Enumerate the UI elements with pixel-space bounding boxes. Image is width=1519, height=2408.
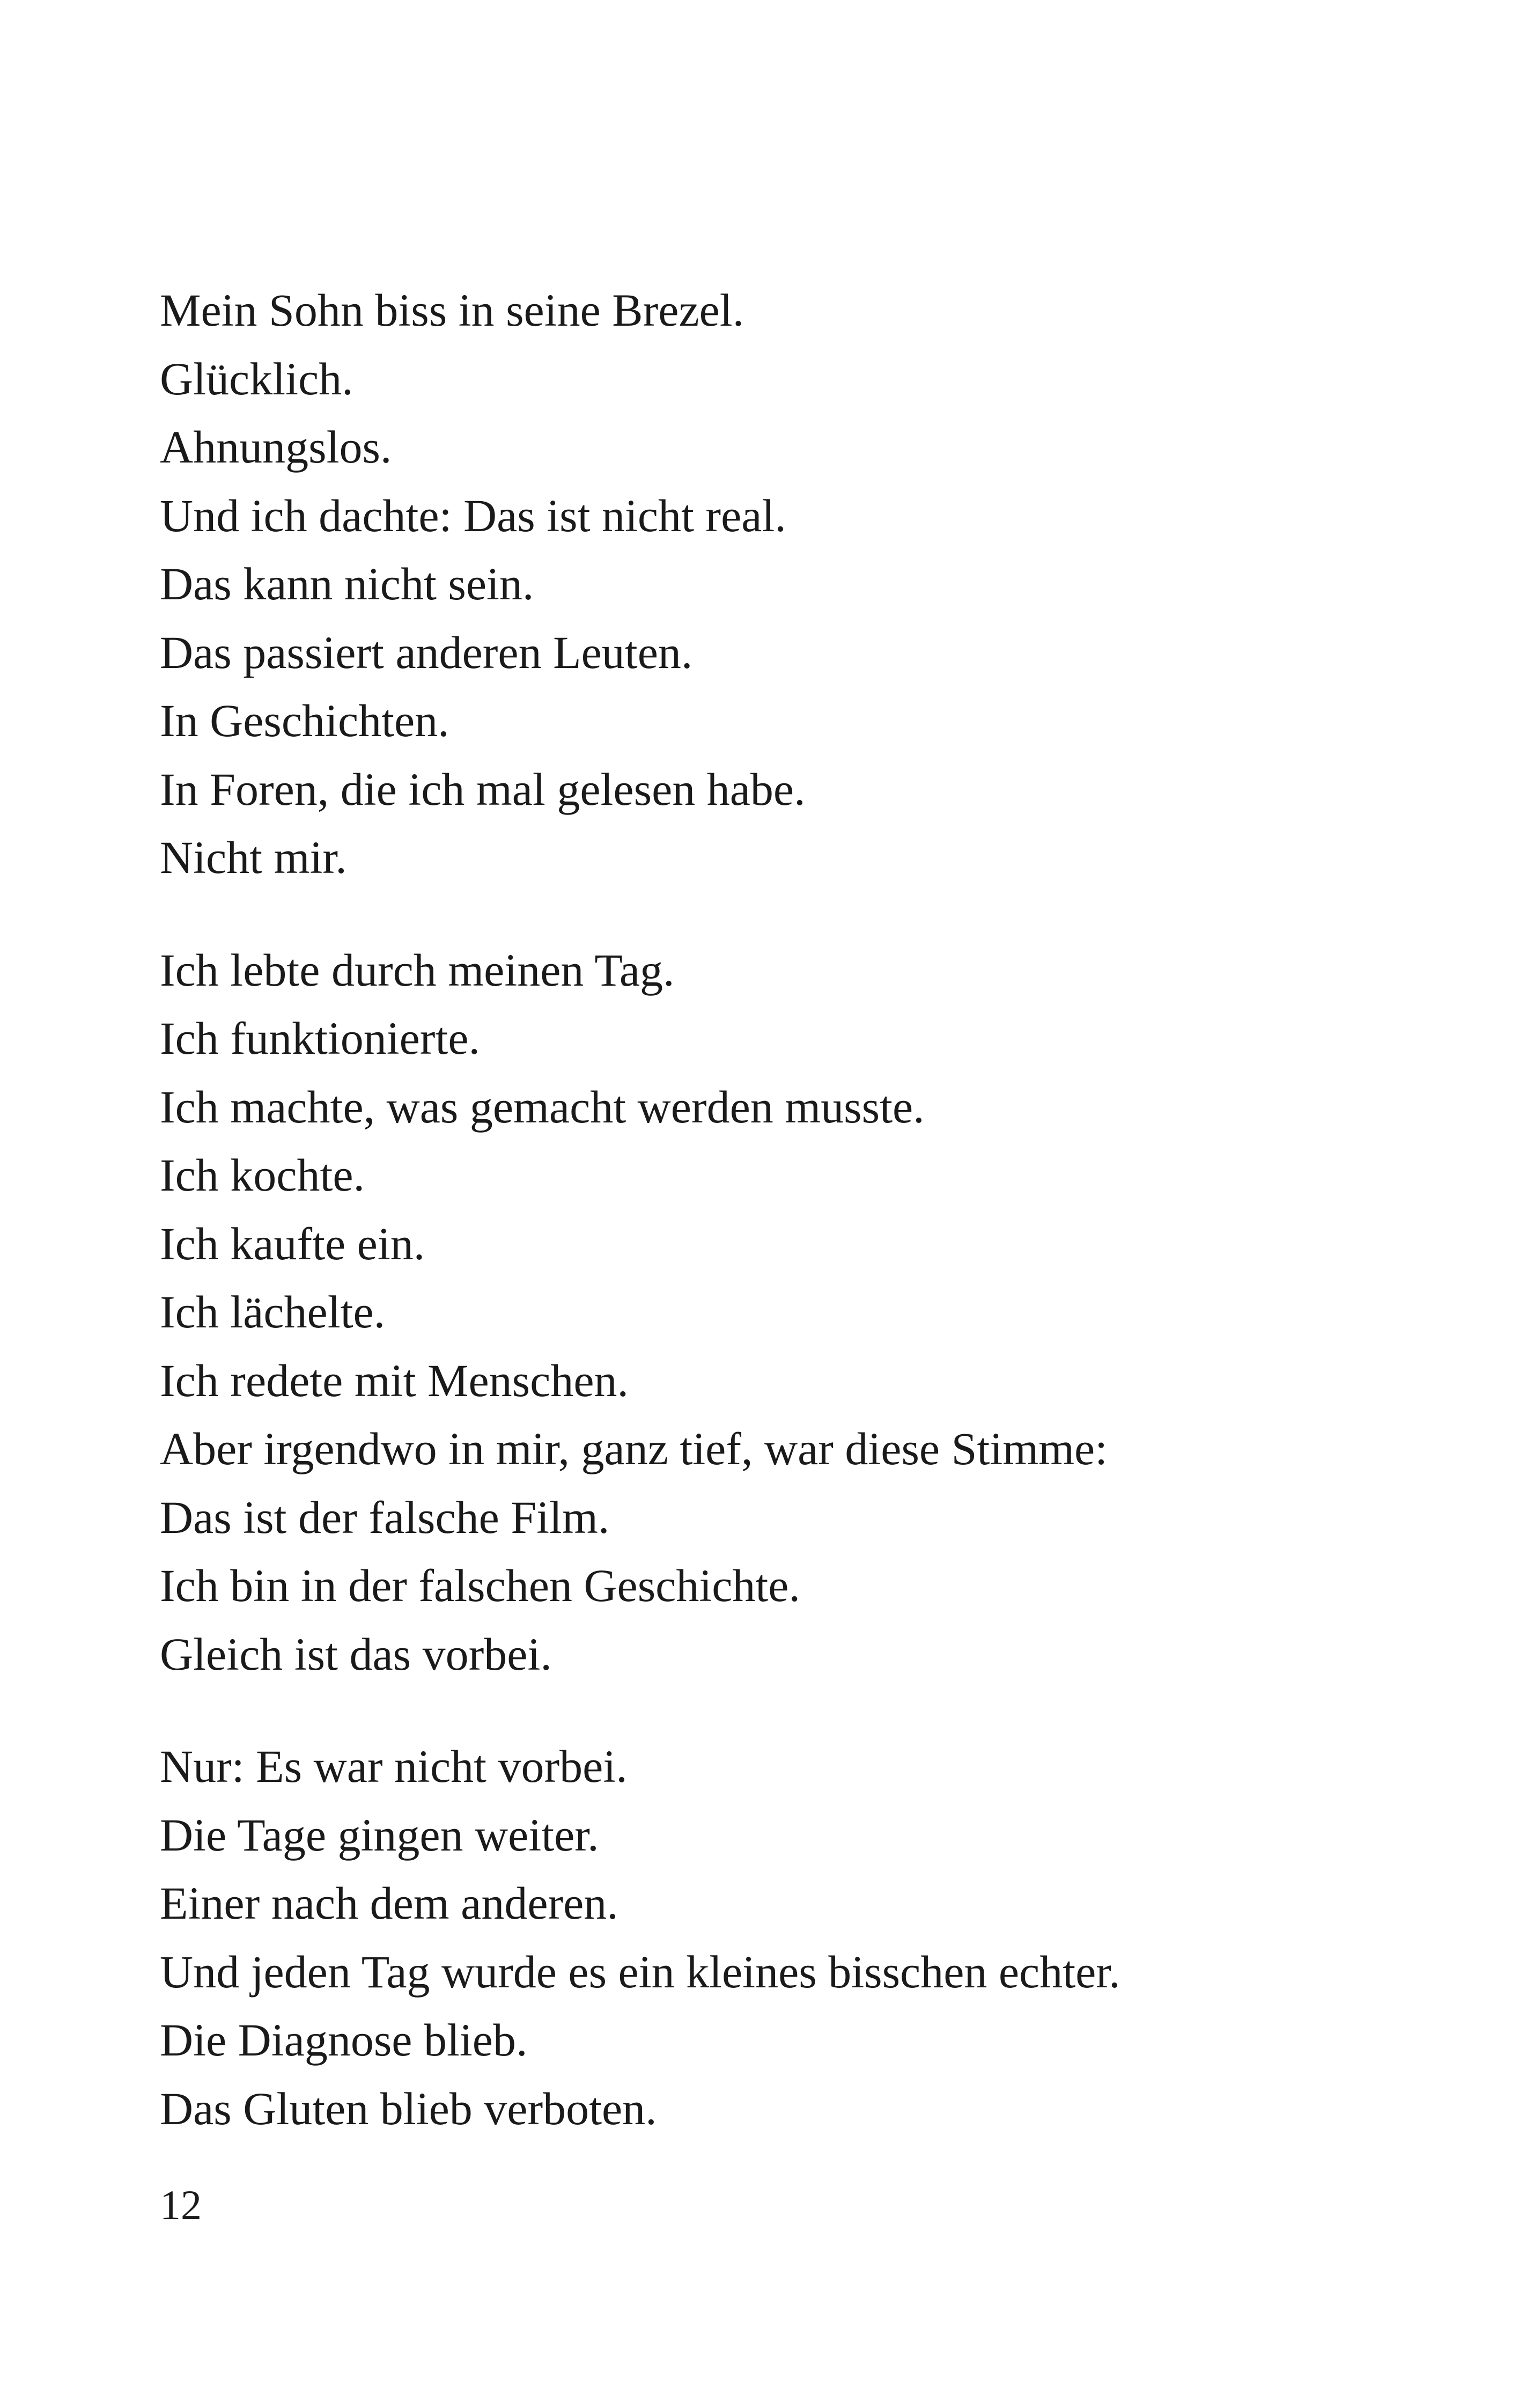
text-line: Die Diagnose blieb.: [160, 2014, 528, 2066]
text-line: Gleich ist das vorbei.: [160, 1628, 552, 1680]
text-line: Nicht mir.: [160, 832, 347, 883]
text-line: Glücklich.: [160, 353, 353, 405]
text-line: Ich kaufte ein.: [160, 1217, 425, 1269]
text-line: Ich funktionierte.: [160, 1012, 481, 1064]
page-number: 12: [160, 2182, 202, 2228]
text-line: Ich bin in der falschen Geschichte.: [160, 1560, 800, 1611]
text-line: Nur: Es war nicht vorbei.: [160, 1741, 628, 1792]
text-line: Das Gluten blieb verboten.: [160, 2082, 657, 2134]
text-line: Und jeden Tag wurde es ein kleines bisschen echter.: [160, 1946, 1120, 1998]
text-line: Das kann nicht sein.: [160, 558, 534, 610]
stanza-1: [160, 276, 1393, 892]
text-line: Das ist der falsche Film.: [160, 1491, 610, 1543]
poem-text: [160, 276, 1393, 2187]
text-line: Ich lächelte.: [160, 1286, 386, 1338]
text-line: Ahnungslos.: [160, 421, 392, 473]
text-line: In Geschichten.: [160, 695, 449, 746]
text-line: Einer nach dem anderen.: [160, 1877, 618, 1929]
text-line: Ich kochte.: [160, 1149, 365, 1201]
text-line: In Foren, die ich mal gelesen habe.: [160, 763, 806, 815]
text-line: Und ich dachte: Das ist nicht real.: [160, 489, 786, 541]
text-line: Ich redete mit Menschen.: [160, 1354, 629, 1406]
stanza-3: [160, 1732, 1393, 2143]
text-line: Mein Sohn biss in seine Brezel.: [160, 284, 744, 336]
text-line: Aber irgendwo in mir, ganz tief, war diese Stimme:: [160, 1423, 1108, 1474]
text-line: Ich lebte durch meinen Tag.: [160, 944, 675, 996]
text-line: Ich machte, was gemacht werden musste.: [160, 1081, 925, 1133]
text-line: Die Tage gingen weiter.: [160, 1809, 599, 1861]
stanza-2: [160, 936, 1393, 1689]
text-line: Das passiert anderen Leuten.: [160, 626, 693, 678]
